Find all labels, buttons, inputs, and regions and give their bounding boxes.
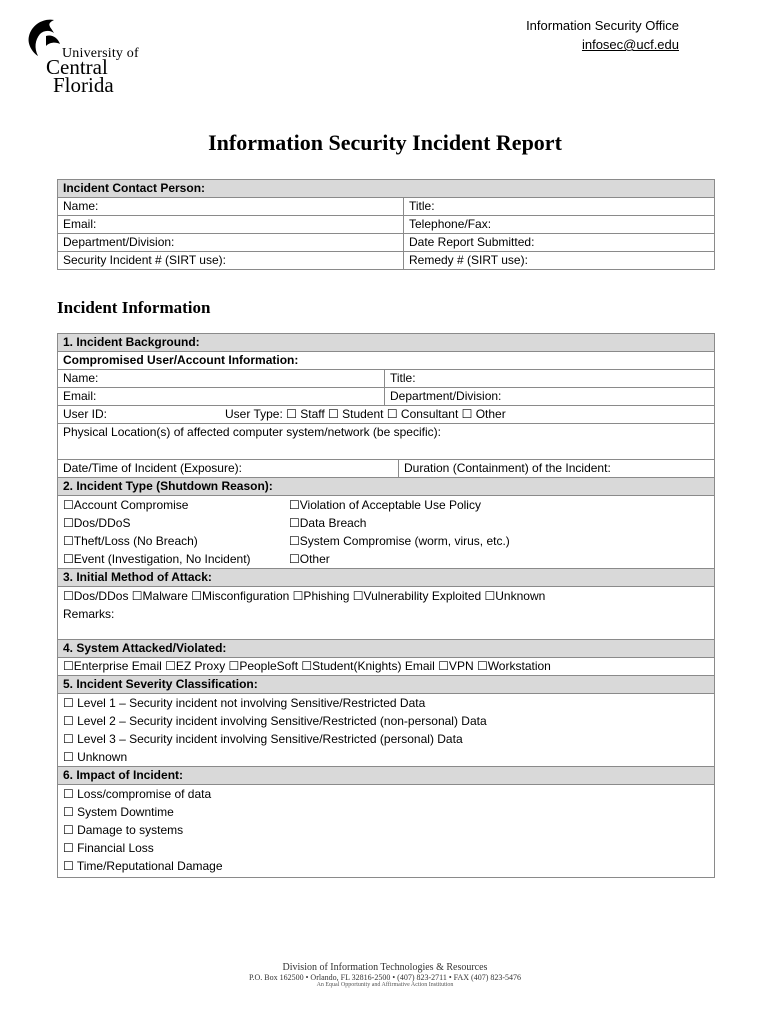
- footer-address: P.O. Box 162500 • Orlando, FL 32816-2500 • (407) 823-2711 • FAX (407) 823-5476: [248, 973, 522, 982]
- incident-type-dos-checkbox[interactable]: ☐Dos/DDoS: [63, 516, 131, 530]
- incident-datetime-field[interactable]: Date/Time of Incident (Exposure):: [58, 460, 399, 478]
- contact-name-field[interactable]: Name:: [58, 198, 404, 216]
- footer-division: Division of Information Technologies & Resources: [282, 962, 488, 973]
- contact-title-field[interactable]: Title:: [404, 198, 715, 216]
- office-email-link[interactable]: infosec@ucf.edu: [581, 37, 679, 52]
- incident-table: [57, 333, 715, 878]
- user-title-field[interactable]: Title:: [385, 370, 715, 388]
- contact-header: Incident Contact Person:: [58, 180, 715, 198]
- contact-date-field[interactable]: Date Report Submitted:: [404, 234, 715, 252]
- incident-type-data-breach-checkbox[interactable]: ☐Data Breach: [289, 516, 367, 530]
- incident-type-policy-violation-checkbox[interactable]: ☐Violation of Acceptable Use Policy: [289, 498, 481, 512]
- contact-remedy-field[interactable]: Remedy # (SIRT use):: [404, 252, 715, 270]
- impact-reputational-checkbox[interactable]: ☐ Time/Reputational Damage: [63, 859, 223, 873]
- attack-method-options[interactable]: ☐Dos/DDos ☐Malware ☐Misconfiguration ☐Phishing ☐Vulnerability Exploited ☐Unknown: [63, 589, 546, 603]
- incident-duration-field[interactable]: Duration (Containment) of the Incident:: [399, 460, 715, 478]
- office-info: [526, 16, 679, 54]
- user-email-field[interactable]: Email:: [58, 388, 385, 406]
- incident-type-account-compromise-checkbox[interactable]: ☐Account Compromise: [63, 498, 189, 512]
- incident-type-theft-checkbox[interactable]: ☐Theft/Loss (No Breach): [63, 534, 198, 548]
- office-name: Information Security Office: [526, 18, 679, 33]
- attack-method-cell: [58, 587, 715, 640]
- incident-type-event-checkbox[interactable]: ☐Event (Investigation, No Incident): [63, 552, 251, 566]
- contact-email-field[interactable]: Email:: [58, 216, 404, 234]
- incident-type-other-checkbox[interactable]: ☐Other: [289, 552, 330, 566]
- user-id-field[interactable]: User ID:: [63, 407, 108, 421]
- footer-eeo: An Equal Opportunity and Affirmative Action Institution: [316, 982, 454, 988]
- logo-florida: Florida: [53, 73, 114, 97]
- severity-options: [58, 694, 715, 767]
- logo-university-of: University of: [62, 46, 139, 61]
- user-type-options[interactable]: User Type: ☐ Staff ☐ Student ☐ Consultant ☐ Other: [225, 407, 506, 421]
- contact-incident-number-field[interactable]: Security Incident # (SIRT use):: [58, 252, 404, 270]
- background-header: 1. Incident Background:: [58, 334, 715, 352]
- impact-financial-checkbox[interactable]: ☐ Financial Loss: [63, 841, 154, 855]
- incident-type-options: [58, 496, 715, 569]
- contact-department-field[interactable]: Department/Division:: [58, 234, 404, 252]
- impact-damage-checkbox[interactable]: ☐ Damage to systems: [63, 823, 184, 837]
- impact-header: 6. Impact of Incident:: [58, 767, 715, 785]
- user-department-field[interactable]: Department/Division:: [385, 388, 715, 406]
- severity-level-3-checkbox[interactable]: ☐ Level 3 – Security incident involving Sensitive/Restricted (personal) Data: [63, 732, 463, 746]
- section-title: Incident Information: [57, 298, 211, 317]
- footer: [0, 962, 770, 988]
- severity-header: 5. Incident Severity Classification:: [58, 676, 715, 694]
- ucf-logo: [24, 16, 154, 96]
- impact-downtime-checkbox[interactable]: ☐ System Downtime: [63, 805, 174, 819]
- incident-type-system-compromise-checkbox[interactable]: ☐System Compromise (worm, virus, etc.): [289, 534, 510, 548]
- physical-location-field[interactable]: Physical Location(s) of affected computer system/network (be specific):: [58, 424, 715, 460]
- severity-unknown-checkbox[interactable]: ☐ Unknown: [63, 750, 128, 764]
- contact-telephone-field[interactable]: Telephone/Fax:: [404, 216, 715, 234]
- attack-method-header: 3. Initial Method of Attack:: [58, 569, 715, 587]
- page-title: Information Security Incident Report: [208, 130, 562, 155]
- compromised-user-subheader: Compromised User/Account Information:: [58, 352, 715, 370]
- contact-table: [57, 179, 715, 270]
- impact-data-loss-checkbox[interactable]: ☐ Loss/compromise of data: [63, 787, 212, 801]
- user-name-field[interactable]: Name:: [58, 370, 385, 388]
- attack-remarks-field[interactable]: Remarks:: [63, 607, 115, 621]
- incident-type-header: 2. Incident Type (Shutdown Reason):: [58, 478, 715, 496]
- user-id-row: [58, 406, 715, 424]
- severity-level-1-checkbox[interactable]: ☐ Level 1 – Security incident not involving Sensitive/Restricted Data: [63, 696, 426, 710]
- severity-level-2-checkbox[interactable]: ☐ Level 2 – Security incident involving Sensitive/Restricted (non-personal) Data: [63, 714, 487, 728]
- logo-central: Central: [46, 55, 108, 79]
- system-attacked-header: 4. System Attacked/Violated:: [58, 640, 715, 658]
- system-attacked-options[interactable]: ☐Enterprise Email ☐EZ Proxy ☐PeopleSoft ☐Student(Knights) Email ☐VPN ☐Workstation: [58, 658, 715, 676]
- impact-options: [58, 785, 715, 878]
